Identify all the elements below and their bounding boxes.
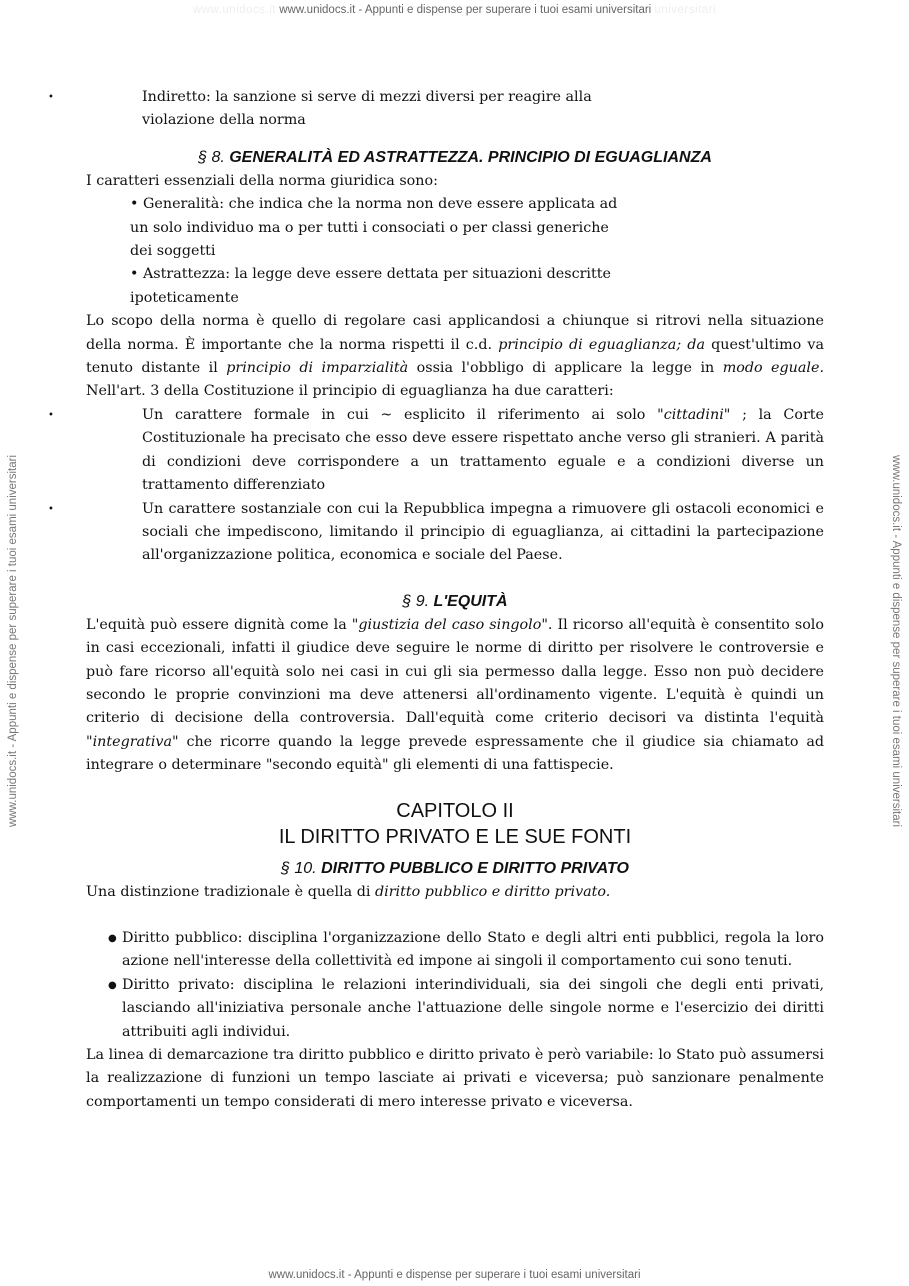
text-run: quest'ultimo va tenuto distante il: [86, 336, 824, 377]
text-run: Nell'art. 3 della Costituzione il principio di eguaglianza ha due caratteri:: [86, 383, 614, 400]
text-run: Un carattere sostanziale con cui la Repubblica impegna a rimuovere gli ostacoli economici e sociali che impediscono, limitando il principio di eguaglianza, ai cittadini la partecipazione all'organizzazione politica, economica e sociale del Paese.: [142, 500, 824, 564]
text-run: Una distinzione tradizionale è quella di: [86, 883, 375, 900]
section-8-symbol: § 8.: [198, 148, 225, 166]
text-run: ossia l'obbligo di applicare la legge in: [408, 360, 723, 377]
chapter-title: IL DIRITTO PRIVATO E LE SUE FONTI: [278, 826, 632, 849]
watermark-top: [0, 4, 909, 16]
list-item: [48, 86, 824, 133]
section-10-bullets: [86, 927, 824, 1044]
watermark-right-side: www.unidocs.it - Appunti e dispense per superare i tuoi esami universitari: [890, 454, 902, 828]
intro-bullet-line-1: Indiretto: la sanzione si serve di mezzi diversi per reagire alla: [142, 89, 592, 105]
giustizia-caso-singolo-text: giustizia del caso singolo: [358, 616, 542, 633]
text-run: L'equità può essere dignità come la ": [86, 616, 359, 633]
cittadini-text: cittadini: [663, 406, 724, 423]
list-item: [48, 404, 824, 498]
bullet-icon: ●: [108, 932, 117, 944]
section-8-intro: I caratteri essenziali della norma giuridica sono:: [86, 172, 438, 189]
section-10-intro: [86, 881, 824, 904]
section-9-paragraph: [86, 614, 824, 778]
text-run: Lo scopo della norma è quello di regolare casi applicandosi a chiunque si ritrovi nella situazione della norma. È importante che la norma rispetti il c.d.: [86, 313, 824, 353]
generalita-line-1: • Generalità: che indica che la norma non deve essere applicata ad: [130, 196, 618, 213]
watermark-bottom: www.unidocs.it - Appunti e dispense per superare i tuoi esami universitari: [268, 1269, 641, 1281]
text-run: " ; la Corte Costituzionale ha precisato che esso deve essere rispettato anche verso gli stranieri. A parità di condizioni deve corrispondere a un trattamento eguale e a condizioni diverse un trattamento differenziato: [142, 406, 824, 494]
text-run: Diritto privato: disciplina le relazioni interindividuali, sia dei singoli che degli enti privati, lasciando all'iniziativa personale anche l'attuazione delle singole norme e l'esercizio dei diritti attribuiti agli individui.: [122, 976, 824, 1040]
text-run: Diritto pubblico: disciplina l'organizzazione dello Stato e degli altri enti pubblici, regola la loro azione nell'interesse della collettività ed impone ai singoli il comportamento cui sono tenuti.: [122, 929, 824, 970]
characteristics-list: [86, 193, 824, 310]
spacer: [86, 904, 824, 927]
section-10-title: DIRITTO PUBBLICO E DIRITTO PRIVATO: [321, 859, 629, 877]
watermark-left-side: www.unidocs.it - Appunti e dispense per superare i tuoi esami universitari: [7, 454, 19, 828]
diritto-pubblico-privato-text: diritto pubblico e diritto privato.: [375, 883, 611, 900]
section-8-bullets: [48, 404, 824, 568]
intro-bullet-list: [48, 86, 824, 133]
section-9-title: L'EQUITÀ: [433, 592, 508, 610]
principio-imparzialita-text: principio di imparzialità: [226, 360, 409, 377]
list-item: [86, 927, 824, 974]
list-item: [86, 974, 824, 1044]
modo-eguale-text: modo eguale.: [722, 360, 824, 377]
section-8-heading: [86, 146, 824, 170]
generalita-line-3: dei soggetti: [130, 243, 216, 260]
section-10-closing: La linea di demarcazione tra diritto pubblico e diritto privato è però variabile: lo Stato può assumersi la realizzazione di funzioni un tempo lasciate ai privati e viceversa; può sanzionare penalmente comportamenti un tempo considerati di mero interesse privato e viceversa.: [86, 1047, 824, 1110]
text-run: Un carattere formale in cui ~ esplicito il riferimento ai solo ": [142, 406, 664, 423]
astrattezza-line-1: • Astrattezza: la legge deve essere dettata per situazioni descritte: [130, 266, 611, 283]
chapter-number: CAPITOLO II: [396, 799, 514, 822]
section-8-paragraph: [86, 310, 824, 404]
section-9-heading: [86, 590, 824, 614]
section-10-symbol: § 10.: [281, 859, 317, 877]
section-10-heading: [86, 857, 824, 881]
intro-bullet-line-2: violazione della norma: [142, 112, 306, 129]
generalita-line-2: un solo individuo ma o per tutti i consociati o per classi generiche: [130, 219, 609, 236]
integrativa-text: integrativa: [92, 733, 172, 750]
watermark-ghost-right: universitari: [654, 4, 717, 16]
section-8-title: GENERALITÀ ED ASTRATTEZZA. PRINCIPIO DI EGUAGLIANZA: [229, 148, 712, 166]
watermark-top-text: www.unidocs.it - Appunti e dispense per superare i tuoi esami universitari: [279, 4, 652, 16]
chapter-heading: [86, 798, 824, 851]
watermark-ghost-left: www.unidocs.it: [192, 4, 276, 16]
bullet-icon: •: [48, 409, 54, 421]
astrattezza-line-2: ipoteticamente: [130, 289, 239, 306]
section-9-symbol: § 9.: [402, 592, 430, 610]
text-run: " che ricorre quando la legge prevede espressamente che il giudice sia chiamato ad integrare o determinare "secondo equità" gli elementi di una fattispecie.: [86, 733, 824, 774]
bullet-icon: •: [48, 503, 54, 515]
bullet-icon: ●: [108, 979, 117, 991]
document-body: [48, 86, 824, 1114]
principio-eguaglianza-text: principio di eguaglianza; da: [498, 336, 705, 353]
text-run: ". Il ricorso all'equità è consentito solo in casi eccezionali, infatti il giudice deve seguire le norme di diritto per risolvere le controversie e può fare ricorso all'equità solo nei casi in cui gli sia permesso dalla legge. Esso non può decidere secondo le proprie convinzioni ma deve attenersi all'ordinamento vigente. L'equità è quindi un criterio di decisione della controversia. Dall'equità come criterio decisori va distinta l'equità ": [86, 616, 824, 750]
bullet-icon: •: [48, 92, 54, 103]
list-item: [48, 498, 824, 568]
